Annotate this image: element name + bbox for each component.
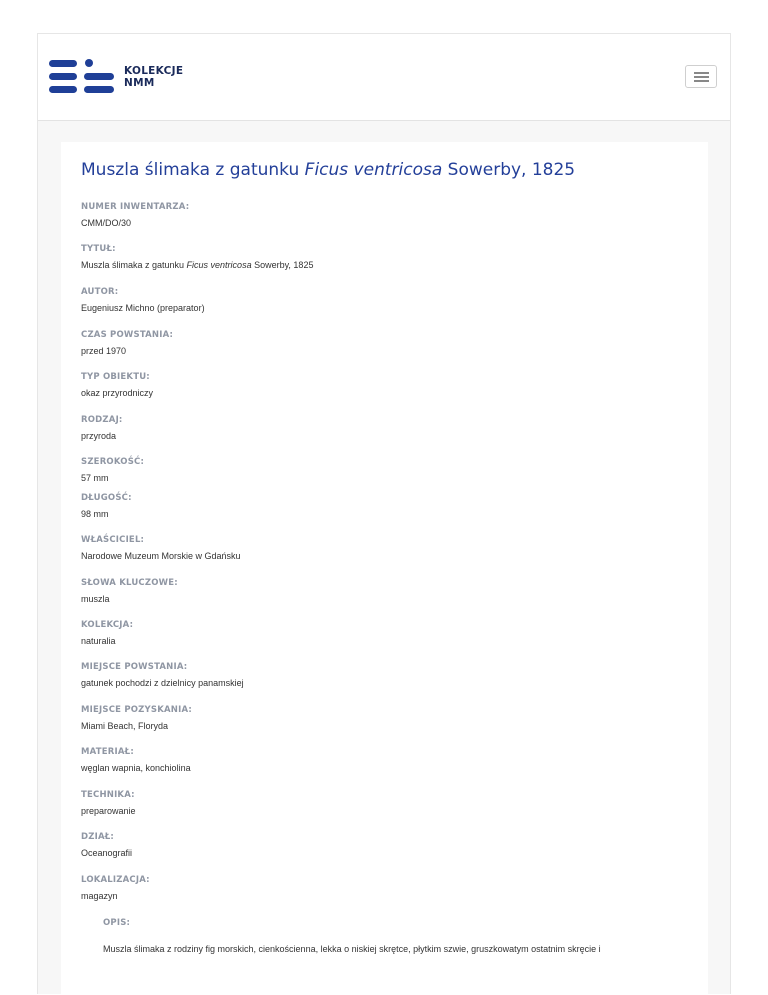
field-tytul — [81, 243, 681, 271]
field-label: MIEJSCE POZYSKANIA: — [81, 705, 192, 715]
field-label: KOLEKCJA: — [81, 620, 134, 630]
logo-line2: NMM — [124, 77, 155, 89]
hamburger-icon — [694, 72, 709, 74]
value-species: Ficus ventricosa — [186, 260, 252, 270]
site-header — [38, 34, 730, 121]
field-value: okaz przyrodniczy — [81, 388, 154, 398]
field-label: SŁOWA KLUCZOWE: — [81, 578, 178, 588]
logo-bar — [84, 73, 114, 80]
field-label: MATERIAŁ: — [81, 747, 134, 757]
field-label: RODZAJ: — [81, 415, 123, 425]
object-card — [61, 142, 708, 995]
field-label: LOKALIZACJA: — [81, 875, 150, 885]
field-value: magazyn — [81, 891, 118, 901]
field-value: Eugeniusz Michno (preparator) — [81, 303, 205, 313]
field-value: Miami Beach, Floryda — [81, 721, 169, 731]
field-value: muszla — [81, 594, 110, 604]
value-author: Sowerby, 1825 — [251, 260, 314, 270]
field-value: gatunek pochodzi z dzielnicy panamskiej — [81, 678, 244, 688]
field-szerokosc — [81, 456, 681, 484]
hamburger-icon-line — [694, 80, 709, 82]
field-label: TECHNIKA: — [81, 790, 135, 800]
field-label: SZEROKOŚĆ: — [81, 457, 145, 467]
field-value: CMM/DO/30 — [81, 218, 132, 228]
field-miejsce-powstania — [81, 661, 681, 689]
field-czas-powstania — [81, 329, 681, 357]
field-value: 98 mm — [81, 509, 109, 519]
field-value — [81, 259, 681, 271]
object-title — [81, 160, 575, 180]
logo[interactable] — [49, 58, 189, 98]
logo-line1: KOLEKCJE — [124, 65, 184, 77]
field-value: przed 1970 — [81, 346, 127, 356]
field-dzial — [81, 831, 681, 859]
field-typ-obiektu — [81, 371, 681, 399]
title-author: Sowerby, 1825 — [442, 160, 576, 180]
field-label: AUTOR: — [81, 287, 119, 297]
field-numer-inwentarza — [81, 201, 681, 229]
field-dlugosc — [81, 492, 681, 520]
menu-toggle-button[interactable] — [685, 65, 717, 88]
page-frame — [37, 33, 731, 994]
logo-bar — [49, 73, 77, 80]
logo-bar — [84, 86, 114, 93]
title-species: Ficus ventricosa — [304, 160, 443, 180]
field-miejsce-pozyskania — [81, 704, 681, 732]
field-label: DŁUGOŚĆ: — [81, 493, 132, 503]
field-value: Muszla ślimaka z rodziny fig morskich, cienkościenna, lekka o niskiej skrętce, płytkim szwie, gruszkowatym ostatnim skręcie i — [103, 944, 601, 954]
field-label: MIEJSCE POWSTANIA: — [81, 662, 188, 672]
field-lokalizacja — [81, 874, 681, 902]
field-value: naturalia — [81, 636, 116, 646]
field-value: 57 mm — [81, 473, 109, 483]
field-value: przyroda — [81, 431, 117, 441]
logo-bar — [49, 60, 77, 67]
field-value: węglan wapnia, konchiolina — [81, 763, 191, 773]
field-rodzaj — [81, 414, 681, 442]
field-label: TYP OBIEKTU: — [81, 372, 150, 382]
field-value: preparowanie — [81, 806, 136, 816]
field-kolekcja — [81, 619, 681, 647]
field-material — [81, 746, 681, 774]
field-autor — [81, 286, 681, 314]
field-label: DZIAŁ: — [81, 832, 115, 842]
value-text: Muszla ślimaka z gatunku — [81, 260, 187, 270]
field-label: NUMER INWENTARZA: — [81, 202, 190, 212]
field-opis — [103, 917, 703, 955]
field-label: CZAS POWSTANIA: — [81, 330, 174, 340]
field-value: Oceanografii — [81, 848, 133, 858]
field-technika — [81, 789, 681, 817]
field-wlasciciel — [81, 534, 681, 562]
logo-text — [124, 65, 183, 89]
logo-dot — [85, 59, 93, 67]
field-value: Narodowe Muzeum Morskie w Gdańsku — [81, 551, 241, 561]
hamburger-icon-line — [694, 76, 709, 78]
field-label: WŁAŚCICIEL: — [81, 535, 145, 545]
field-label: TYTUŁ: — [81, 244, 116, 254]
logo-bar — [49, 86, 77, 93]
field-label: OPIS: — [103, 918, 131, 928]
title-text: Muszla ślimaka z gatunku — [81, 160, 305, 180]
field-slowa-kluczowe — [81, 577, 681, 605]
